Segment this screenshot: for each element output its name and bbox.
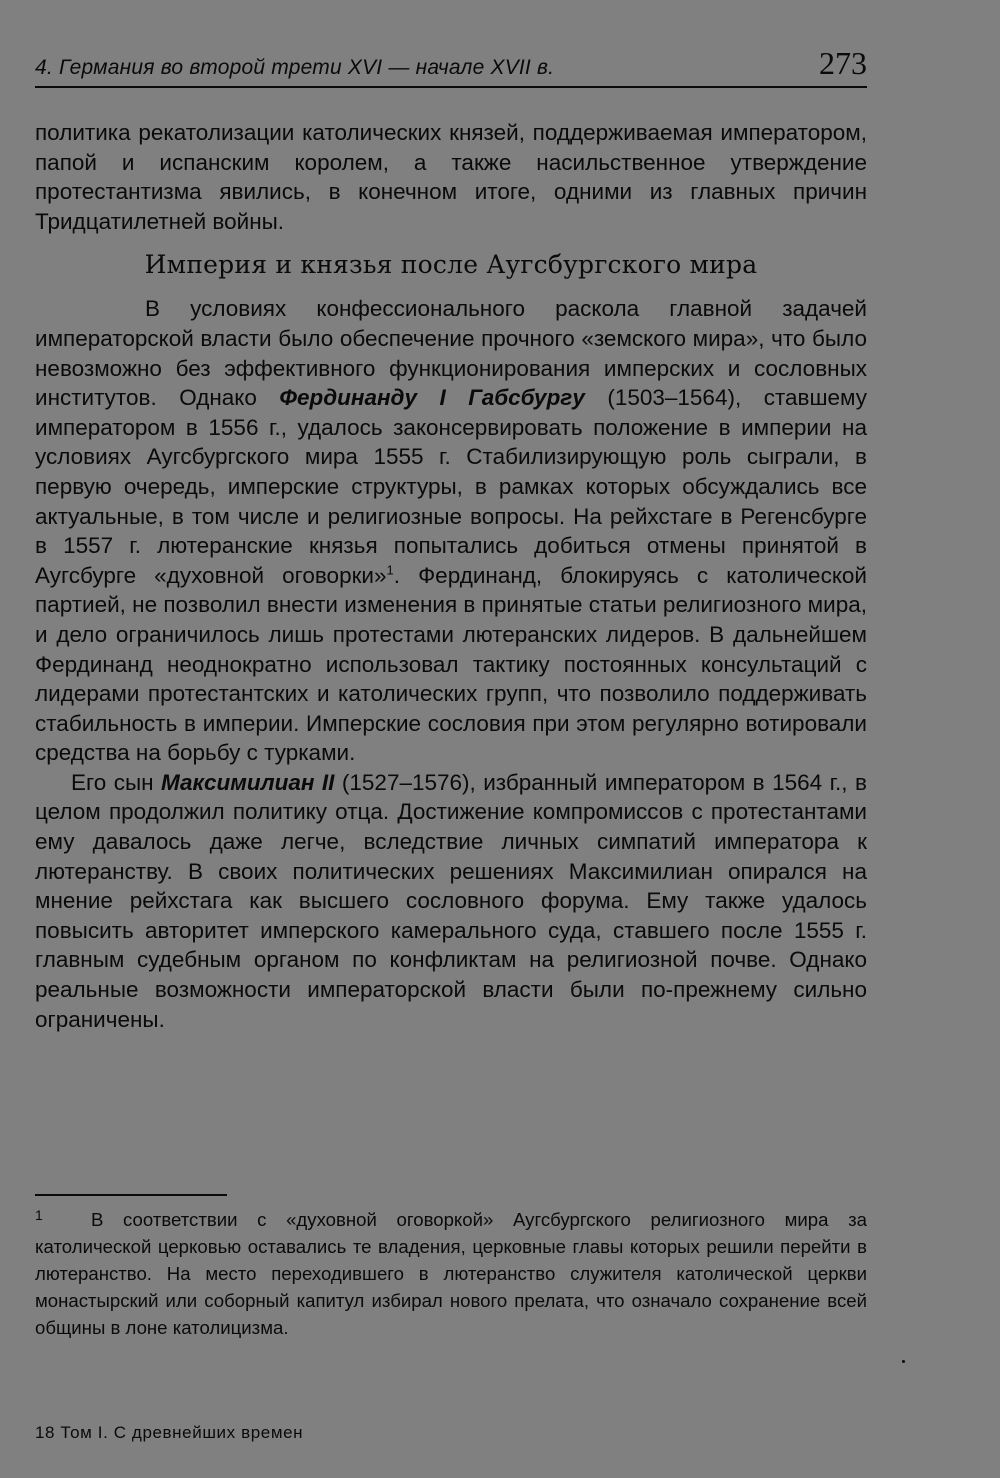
emphasized-name: Фердинанду I Габсбургу [279, 385, 585, 411]
text-run: . Фердинанд, блокируясь с католической партией, не позволил внести изменения в принятые статьи религиозного мира, и дело ограничилось лишь протестами лютеранских лидеров. В дальнейшем Фердинанд неоднократно использовал тактику постоянных консультаций с лидерами протестантских и католических групп, что позволило поддерживать стабильность в империи. Имперские сословия при этом регулярно вотировали средства на борьбу с турками. [35, 562, 868, 766]
footnote [35, 1206, 867, 1341]
emphasized-name: Максимилиан II [161, 769, 335, 795]
text-run: В условиях конфессионального раскола главной задачей императорской власти было обеспечение прочного «земского мира», что было невозможно без эффективного функционирования имперских и сословных институтов. Однако [35, 296, 867, 411]
paragraph: политика рекатолизации католических князей, поддерживаемая императором, папой и испанским королем, а также насильственное утверждение протестантизма явились, в конечном итоге, одними из главных причин Тридцатилетней войны. [35, 120, 867, 234]
text-run: (1503–1564), ставшему императором в 1556 г., удалось законсервировать положение в империи на условиях Аугсбургского мира 1555 г. Стабилизирующую роль сыграли, в первую очередь, имперские структуры, в рамках которых обсуждались все актуальные, в том числе и религиозные вопросы. На рейхстаге в Регенсбурге в 1557 г. лютеранские князья попытались добиться отмены принятой в Аугсбурге «духовной оговорки» [35, 385, 867, 588]
footnote-divider [35, 1194, 227, 1196]
running-header [35, 44, 867, 88]
scan-speck [902, 1360, 905, 1363]
paragraph [35, 768, 867, 1034]
footnote-mark: 1 [35, 1207, 43, 1223]
page-number: 273 [819, 45, 867, 81]
running-title: 4. Германия во второй трети XVI — начале XVII в. [35, 56, 555, 79]
section-heading: Империя и князья после Аугсбургского мира [144, 250, 758, 280]
text-run: Его сын [71, 769, 162, 795]
printer-signature: 18 Том I. С древнейших времен [35, 1423, 304, 1442]
body-text [35, 118, 867, 1034]
footnote-reference[interactable]: 1 [386, 562, 394, 578]
text-run: (1527–1576), избранный императором в 1564 г., в целом продолжил политику отца. Достижение компромиссов с протестантами ему давалось даже легче, вследствие личных симпатий императора к лютеранству. В своих политических решениях Максимилиан опирался на мнение рейхстага как высшего сословного форума. Ему также удалось повысить авторитет имперского камерального суда, ставшего после 1555 г. главным судебным органом по конфликтам на религиозной почве. Однако реальные возможности императорской власти были по-прежнему сильно ограничены. [35, 769, 867, 1032]
footnote-text: В соответствии с «духовной оговоркой» Аугсбургского религиозного мира за католической церковью оставались те владения, церковные главы которых решили перейти в лютеранство. На место переходившего в лютеранство служителя католической церкви монастырский или соборный капитул избирал нового прелата, что означало сохранение всей общины в лоне католицизма. [35, 1209, 867, 1338]
paragraph [35, 294, 867, 768]
